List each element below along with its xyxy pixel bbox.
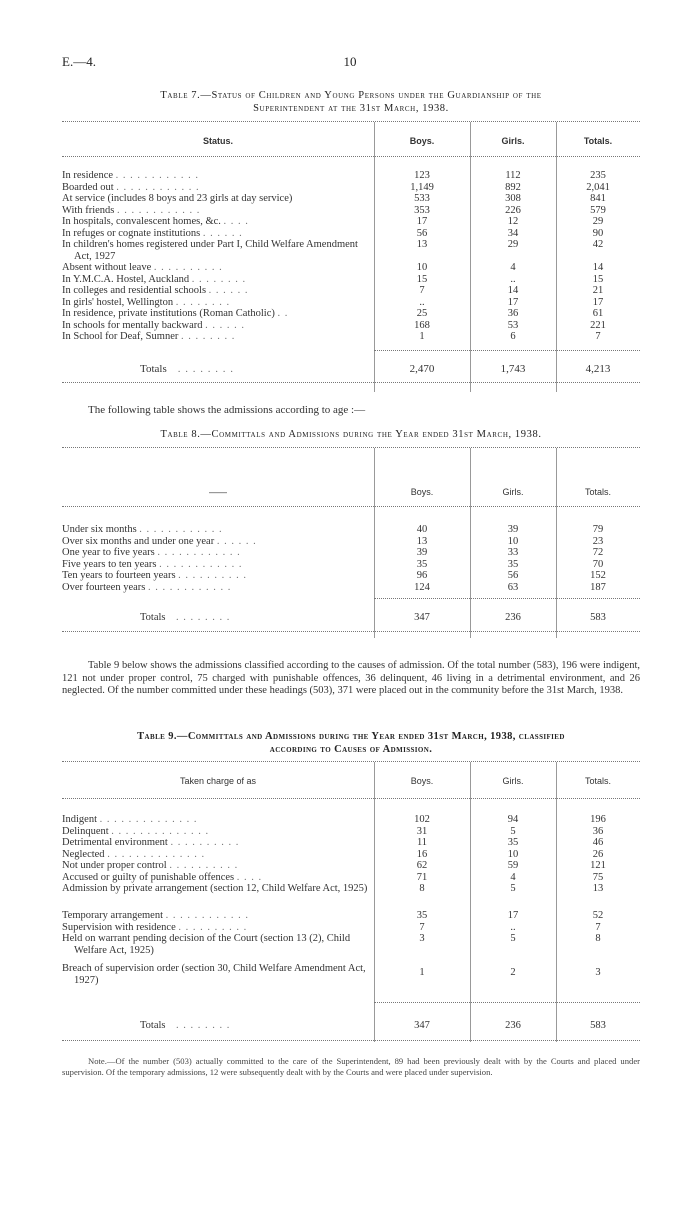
table7-row-label: At service (includes 8 boys and 23 girls at day service) (62, 193, 293, 204)
table7-row-totals: 841 (590, 193, 606, 204)
table9-header-girls: Girls. (502, 776, 524, 786)
table9-row-label: Detrimental environment . . . . . . . . . . (62, 837, 240, 848)
table7-row-girls: .. (510, 273, 516, 285)
table9-row-boys: 62 (416, 860, 428, 871)
table8-row-boys: 39 (416, 547, 428, 558)
table9-row-label: Accused or guilty of punishable offences . . . . (62, 871, 263, 883)
table8-header-blank: —— (209, 487, 227, 497)
table7-totals-boys: 2,470 (409, 363, 435, 375)
table8-row-label: One year to five years . . . . . . . . . . . . (62, 547, 241, 558)
table7-row-totals: 221 (590, 319, 606, 331)
table8 (62, 444, 640, 644)
table7-row-boys: 56 (416, 227, 428, 239)
table9-row-label: Supervision with residence . . . . . . . . . . (62, 921, 248, 933)
table9-row-boys: 102 (414, 814, 430, 825)
table8-row-boys: 35 (416, 558, 428, 570)
table8-totals-boys: 347 (414, 612, 430, 623)
column-rule (470, 122, 471, 392)
table9-row-totals: 121 (590, 860, 606, 871)
table7-row-totals: 14 (592, 262, 604, 273)
report-code: E.—4. (62, 54, 96, 69)
table9-row-label: Not under proper control . . . . . . . . . . (62, 860, 239, 871)
table7-header-status: Status. (202, 136, 233, 146)
table9-row-girls: 4 (510, 871, 516, 883)
table9-row-boys: 3 (419, 933, 425, 944)
table7-totals-label: Totals . . . . . . . . (140, 363, 234, 375)
table7-totals-totals: 4,213 (585, 363, 611, 375)
table7 (62, 118, 640, 398)
table-rule (62, 447, 640, 448)
table7-row-boys: 1,149 (410, 181, 434, 193)
table8-header-totals: Totals. (584, 487, 611, 497)
table9-row-girls: 94 (507, 814, 519, 825)
table8-caption: Table 8.—Committals and Admissions during the Year ended 31st March, 1938. (160, 429, 542, 440)
table9-header-boys: Boys. (410, 776, 434, 786)
column-rule (556, 762, 557, 1042)
table7-row-boys: 353 (414, 204, 430, 216)
table7-row-label: In refuges or cognate institutions . . . . . . (62, 227, 243, 239)
table7-row-girls: 34 (507, 227, 519, 239)
table9-row-totals: 196 (590, 814, 606, 825)
table9-row-totals: 52 (592, 910, 604, 921)
table9-row-totals: 26 (592, 848, 604, 860)
table7-row-boys: 25 (416, 308, 428, 319)
table8-row-girls: 35 (507, 558, 519, 570)
table8-row-girls: 63 (507, 581, 519, 593)
table7-row-label: In children's homes registered under Part I, Child Welfare Amendment Act, 1927 (62, 239, 358, 262)
table9-row-label: Indigent . . . . . . . . . . . . . . (62, 814, 198, 825)
table9-row-girls: 59 (507, 860, 519, 871)
table7-row-girls: 36 (507, 308, 519, 319)
table9-header-cause: Taken charge of as (179, 776, 257, 786)
table8-row-label: Over fourteen years . . . . . . . . . . . . (62, 581, 232, 593)
table8-row-totals: 72 (592, 547, 604, 558)
table7-row-girls: 892 (505, 181, 521, 193)
table7-row-totals: 2,041 (586, 181, 610, 193)
table7-row-boys: 17 (416, 216, 428, 227)
table7-row-totals: 17 (592, 296, 604, 308)
table9-row-boys: 31 (416, 825, 428, 837)
table7-row-label: In hospitals, convalescent homes, &c. . . . . (62, 216, 249, 227)
table7-row-totals: 29 (592, 216, 604, 227)
table-rule (374, 350, 640, 351)
table8-row-boys: 124 (414, 581, 430, 593)
table8-row-totals: 23 (592, 535, 604, 547)
table8-row-totals: 70 (592, 558, 604, 570)
table9-row-totals: 7 (595, 921, 601, 933)
table9-totals-girls: 236 (505, 1020, 521, 1031)
table7-row-boys: 10 (416, 262, 428, 273)
table8-row-girls: 10 (507, 535, 519, 547)
table7-row-girls: 6 (510, 331, 516, 342)
table8-row-totals: 152 (590, 570, 606, 581)
table7-caption-line1: Table 7.—Status of Children and Young Persons under the Guardianship of the (160, 90, 542, 101)
table7-row-totals: 7 (595, 331, 601, 342)
table9-row-totals: 36 (592, 825, 604, 837)
table-rule (62, 631, 640, 632)
table7-row-girls: 4 (510, 262, 516, 273)
table7-totals-girls: 1,743 (500, 363, 526, 375)
table9-row-totals: 3 (595, 967, 601, 978)
table7-row-boys: 533 (414, 193, 430, 204)
table9-totals-boys: 347 (414, 1020, 430, 1031)
table9-row-girls: 35 (507, 837, 519, 848)
table8-row-totals: 79 (592, 524, 604, 535)
table9-row-boys: 7 (419, 921, 425, 933)
table9-caption-line2: according to Causes of Admission. (269, 744, 433, 755)
table7-row-girls: 112 (505, 170, 521, 181)
table9-row-totals: 46 (592, 837, 604, 848)
table9-row-girls: 17 (507, 910, 519, 921)
table-rule (62, 1040, 640, 1041)
table9-totals-label: Totals . . . . . . . . (140, 1020, 231, 1031)
table9-totals-totals: 583 (590, 1020, 606, 1031)
table7-row-boys: 7 (419, 285, 425, 296)
table7-row-totals: 61 (592, 308, 604, 319)
table8-row-girls: 33 (507, 547, 519, 558)
table7-row-label: In School for Deaf, Sumner . . . . . . . . (62, 331, 236, 342)
table7-row-totals: 21 (592, 285, 604, 296)
table9-row-label: Neglected . . . . . . . . . . . . . . (62, 848, 206, 860)
table9-row-boys: 35 (416, 910, 428, 921)
table7-header-totals: Totals. (583, 136, 613, 146)
table7-row-boys: 15 (416, 273, 428, 285)
table-rule (62, 156, 640, 157)
table9-row-totals: 8 (595, 933, 601, 944)
table7-row-girls: 53 (507, 319, 519, 331)
table-rule (62, 382, 640, 383)
table8-row-label: Ten years to fourteen years . . . . . . . . . . (62, 570, 248, 581)
table9-row-girls: .. (510, 921, 516, 933)
table-rule (374, 1002, 640, 1003)
table7-row-label: In residence . . . . . . . . . . . . (62, 170, 200, 181)
table9-row-boys: 1 (419, 967, 425, 978)
table8-row-girls: 56 (507, 570, 519, 581)
table-rule (374, 598, 640, 599)
table7-row-girls: 17 (507, 296, 519, 308)
table8-row-boys: 13 (416, 535, 428, 547)
table9-row-girls: 5 (510, 825, 516, 837)
table7-row-totals: 15 (592, 273, 604, 285)
table9-row-totals: 75 (592, 871, 604, 883)
table9-row-totals: 13 (592, 883, 604, 894)
page-number: 10 (343, 54, 357, 69)
table7-row-label: In Y.M.C.A. Hostel, Auckland . . . . . . . . (62, 273, 247, 285)
table7-row-boys: 123 (414, 170, 430, 181)
table9-row-girls: 10 (507, 848, 519, 860)
table9-row-boys: 71 (416, 871, 428, 883)
table9-row-label: Breach of supervision order (section 30, Child Welfare Amendment Act, 1927) (62, 963, 366, 986)
column-rule (374, 762, 375, 1042)
table9-caption-line1: Table 9.—Committals and Admissions during the Year ended 31st March, 1938, classified (137, 731, 565, 742)
table7-row-girls: 12 (507, 216, 519, 227)
column-rule (374, 122, 375, 392)
table7-row-girls: 14 (507, 285, 519, 296)
table7-row-girls: 308 (505, 193, 521, 204)
table8-row-boys: 96 (416, 570, 428, 581)
table7-row-totals: 579 (590, 204, 606, 216)
table7-header-boys: Boys. (409, 136, 435, 146)
table7-row-label: Boarded out . . . . . . . . . . . . (62, 181, 200, 193)
table7-row-label: In colleges and residential schools . . . . . . (62, 285, 249, 296)
table7-row-boys: 168 (414, 319, 430, 331)
table7-row-boys: 13 (416, 239, 428, 250)
table-rule (62, 121, 640, 122)
table-rule (62, 506, 640, 507)
table7-row-label: In residence, private institutions (Roman Catholic) . . (62, 308, 289, 319)
table7-row-boys: .. (419, 296, 425, 308)
table-rule (62, 798, 640, 799)
table9-row-boys: 16 (416, 848, 428, 860)
table7-row-label: In schools for mentally backward . . . . . . (62, 319, 246, 331)
table8-row-totals: 187 (590, 581, 606, 593)
table-rule (62, 761, 640, 762)
table7-row-label: In girls' hostel, Wellington . . . . . . . . (62, 296, 231, 308)
table8-header-girls: Girls. (502, 487, 524, 497)
column-rule (470, 762, 471, 1042)
table9-row-label: Held on warrant pending decision of the Court (section 13 (2), Child Welfare Act, 1925) (62, 933, 351, 956)
table9-row-girls: 2 (510, 967, 516, 978)
table8-totals-totals: 583 (590, 612, 606, 623)
table7-row-label: Absent without leave . . . . . . . . . . (62, 262, 223, 273)
table8-totals-girls: 236 (505, 612, 521, 623)
column-rule (556, 122, 557, 392)
table7-row-girls: 29 (507, 239, 519, 250)
table8-header-boys: Boys. (410, 487, 434, 497)
table7-row-girls: 226 (505, 204, 521, 216)
table7-row-totals: 90 (592, 227, 604, 239)
table7-header-girls: Girls. (501, 136, 525, 146)
table9-row-boys: 8 (419, 883, 425, 894)
table9-header-totals: Totals. (584, 776, 611, 786)
table7-row-totals: 42 (592, 239, 604, 250)
table8-row-girls: 39 (507, 524, 519, 535)
table8-row-label: Five years to ten years . . . . . . . . . . . . (62, 558, 243, 570)
table9-row-label: Delinquent . . . . . . . . . . . . . . (62, 825, 210, 837)
paragraph-age-intro: The following table shows the admissions according to age :— (88, 404, 366, 416)
table7-row-totals: 235 (590, 170, 606, 181)
table7-caption-line2: Superintendent at the 31st March, 1938. (253, 103, 449, 114)
paragraph-causes-summary: Table 9 below shows the admissions classified according to the causes of admission. Of the total number (583), 196 were indigent, 121 not under proper control, 75 charged with punishable offences, 36 delinquent, 46 living in a detrimental environment, and 26 neglected. Of the number committed under these headings (503), 371 were placed out in the community before the 31st March, 1938. (62, 660, 640, 696)
table9-row-label: Temporary arrangement . . . . . . . . . . . . (62, 910, 250, 921)
table8-row-label: Over six months and under one year . . . . . . (62, 535, 257, 547)
table9-row-boys: 11 (416, 837, 428, 848)
table8-row-boys: 40 (416, 524, 428, 535)
table9 (62, 758, 640, 1048)
table8-row-label: Under six months . . . . . . . . . . . . (62, 524, 223, 535)
table9-row-girls: 5 (510, 933, 516, 944)
table9-row-girls: 5 (510, 883, 516, 894)
table8-totals-label: Totals . . . . . . . . (140, 612, 231, 623)
footnote: Note.—Of the number (503) actually committed to the care of the Superintendent, 89 had been previously dealt with by the Courts and placed under supervision. Of the temporary admissions, 12 were subsequently dealt with by the Courts and were placed under supervision. (62, 1056, 640, 1077)
table7-row-label: With friends . . . . . . . . . . . . (62, 204, 201, 216)
table7-row-boys: 1 (419, 331, 425, 342)
table9-row-label: Admission by private arrangement (section 12, Child Welfare Act, 1925) (62, 883, 368, 894)
